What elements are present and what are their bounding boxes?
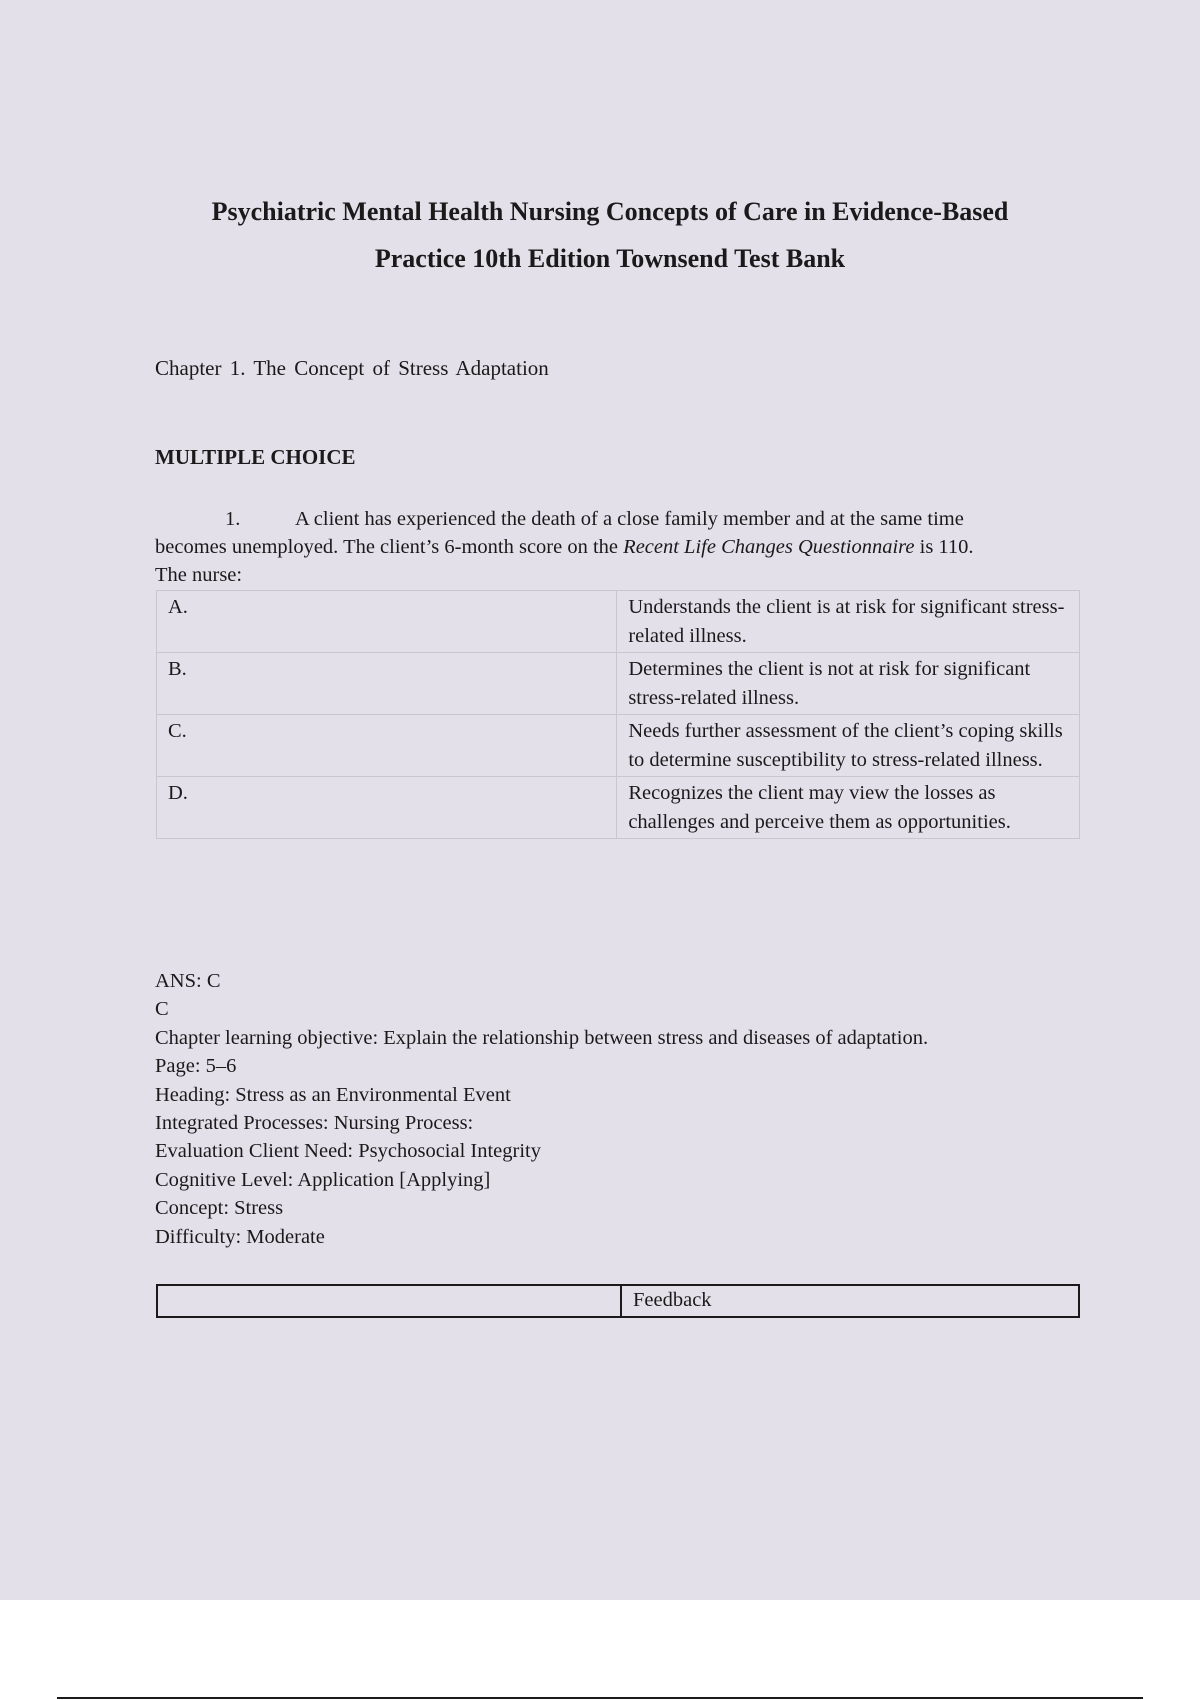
question-stem — [155, 505, 995, 589]
learning-objective: Chapter learning objective: Explain the relationship between stress and diseases of adaptation. — [155, 1026, 929, 1049]
choice-text: Recognizes the client may view the losses as challenges and perceive them as opportunities. — [617, 777, 1080, 839]
choice-row — [157, 653, 1080, 715]
question-text-part2: is 110. The nurse: — [155, 536, 974, 586]
feedback-label: Feedback — [621, 1285, 1079, 1317]
choice-row — [157, 591, 1080, 653]
question-text-part1: A client has experienced the death of a close family member and at the same time becomes unemployed. The client’s 6-month score on the — [155, 508, 964, 558]
choice-letter: B. — [157, 653, 617, 715]
choice-letter: A. — [157, 591, 617, 653]
choice-text: Understands the client is at risk for significant stress-related illness. — [617, 591, 1080, 653]
title-line-1: Psychiatric Mental Health Nursing Concepts of Care in Evidence-Based — [211, 197, 1009, 226]
page-reference: Page: 5–6 — [155, 1055, 237, 1078]
feedback-table — [156, 1284, 1080, 1318]
question-text-italic: Recent Life Changes Questionnaire — [623, 536, 915, 558]
question-number: 1. — [225, 508, 241, 530]
choice-letter: C. — [157, 715, 617, 777]
concept: Concept: Stress — [155, 1197, 284, 1220]
difficulty: Difficulty: Moderate — [155, 1225, 325, 1248]
integrated-processes: Integrated Processes: Nursing Process: — [155, 1112, 474, 1135]
answer-letter: C — [155, 998, 169, 1021]
client-need: Evaluation Client Need: Psychosocial Integrity — [155, 1140, 541, 1163]
choice-row — [157, 715, 1080, 777]
heading-reference: Heading: Stress as an Environmental Event — [155, 1083, 511, 1106]
choice-letter: D. — [157, 777, 617, 839]
document-title — [150, 188, 1070, 282]
section-heading: MULTIPLE CHOICE — [155, 445, 356, 469]
choice-row — [157, 777, 1080, 839]
choice-text: Determines the client is not at risk for significant stress-related illness. — [617, 653, 1080, 715]
answer-rationale — [155, 967, 1015, 1251]
cognitive-level: Cognitive Level: Application [Applying] — [155, 1168, 491, 1191]
feedback-row — [157, 1285, 1079, 1317]
answer-key: ANS: C — [155, 970, 221, 992]
title-line-2: Practice 10th Edition Townsend Test Bank — [374, 244, 846, 273]
choices-table — [156, 590, 1080, 839]
feedback-empty-cell — [157, 1285, 621, 1317]
footer-rule — [57, 1697, 1143, 1699]
chapter-heading: Chapter 1. The Concept of Stress Adaptation — [155, 356, 549, 380]
choice-text: Needs further assessment of the client’s coping skills to determine susceptibility to stress-related illness. — [617, 715, 1080, 777]
